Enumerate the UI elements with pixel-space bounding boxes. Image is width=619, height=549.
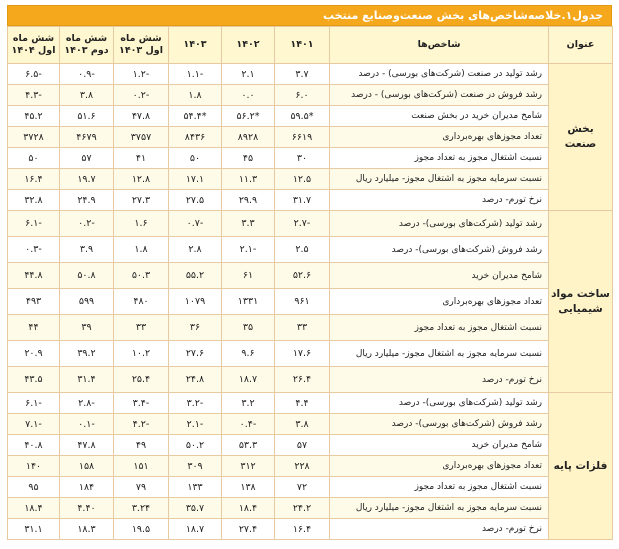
value-cell: ۴۷.۸ [114,106,169,127]
table-row [8,85,613,106]
value-cell: ۱۷.۶ [275,341,330,367]
indicator-label: نرخ تورم- درصد [330,519,549,540]
value-cell: -۲.۷ [275,211,330,237]
value-cell: ۱۱.۳ [222,169,275,190]
value-cell: ۴.۴۰ [60,498,114,519]
value-cell: ۳۱.۱ [8,519,60,540]
indicator-label: تعداد مجوزهای بهره‌برداری [330,127,549,148]
value-cell: ۴۱ [114,148,169,169]
indicator-label: نرخ تورم- درصد [330,367,549,393]
value-cell: ۵۰.۲ [169,435,222,456]
value-cell: ۳۲.۸ [8,190,60,211]
indicator-label: رشد تولید (شرکت‌های بورسی)- درصد [330,393,549,414]
value-cell: ۳۶ [169,315,222,341]
value-cell: ۲۴.۹ [60,190,114,211]
indicator-label: نرخ تورم- درصد [330,190,549,211]
table-row [8,498,613,519]
indicator-label: شامخ مدیران خرید در بخش صنعت [330,106,549,127]
value-cell: ۲۷.۳ [114,190,169,211]
value-cell: ۳۷۵۷ [114,127,169,148]
value-cell: -۰.۴ [222,414,275,435]
table-row [8,169,613,190]
value-cell: ۳.۹ [60,237,114,263]
value-cell: ۲۰.۹ [8,341,60,367]
value-cell: ۴.۴ [275,393,330,414]
table-row [8,106,613,127]
value-cell: ۱.۶ [114,211,169,237]
value-cell: -۲.۸ [60,393,114,414]
value-cell: ۵۵.۲ [169,263,222,289]
table-row [8,477,613,498]
header-second-half-1403: شش ماه دوم ۱۴۰۳ [60,27,114,64]
value-cell: ۱.۸ [169,85,222,106]
indicator-label: نسبت اشتغال مجوز به تعداد مجوز [330,148,549,169]
value-cell: ۱۲.۵ [275,169,330,190]
value-cell: ۹۶۱ [275,289,330,315]
value-cell: ۴۹۳ [8,289,60,315]
table-row [8,341,613,367]
value-cell: *۵۴.۴ [169,106,222,127]
header-first-half-1403: شش ماه اول ۱۴۰۳ [114,27,169,64]
value-cell: ۳.۳ [222,211,275,237]
value-cell: ۱۰.۲ [114,341,169,367]
value-cell: -۳.۴ [114,393,169,414]
value-cell: ۲۶.۴ [275,367,330,393]
value-cell: ۵۰.۳ [114,263,169,289]
value-cell: *۵۹.۵ [275,106,330,127]
indicator-label: تعداد مجوزهای بهره‌برداری [330,456,549,477]
indicators-table [7,26,613,540]
value-cell: -۶.۱ [8,393,60,414]
value-cell: ۲۴.۸ [169,367,222,393]
value-cell: ۱۸.۴ [8,498,60,519]
table-row [8,289,613,315]
value-cell: ۶۱ [222,263,275,289]
value-cell: -۰.۷ [169,211,222,237]
indicator-label: رشد تولید در صنعت (شرکت‌های بورسی) - درصد [330,64,549,85]
value-cell: ۱۴۰ [8,456,60,477]
indicator-label: نسبت سرمایه مجوز به اشتغال مجوز- میلیارد ریال [330,169,549,190]
indicator-label: نسبت اشتغال مجوز به تعداد مجوز [330,315,549,341]
indicator-label: رشد فروش (شرکت‌های بورسی)- درصد [330,414,549,435]
value-cell: ۵۲.۶ [275,263,330,289]
header-1403: ۱۴۰۳ [169,27,222,64]
value-cell: ۲۲۸ [275,456,330,477]
value-cell: ۱۳۳۱ [222,289,275,315]
value-cell: -۲.۱ [222,237,275,263]
value-cell: -۱.۲ [114,64,169,85]
value-cell: ۱۸.۴ [222,498,275,519]
value-cell: ۹۵ [8,477,60,498]
value-cell: -۲.۱ [169,414,222,435]
indicator-label: شامخ مدیران خرید [330,435,549,456]
value-cell: ۴۳.۵ [8,367,60,393]
value-cell: ۱۷.۱ [169,169,222,190]
value-cell: ۵۷ [275,435,330,456]
table-body [8,64,613,540]
table-row [8,456,613,477]
value-cell: -۰.۱ [60,414,114,435]
value-cell: ۳.۷ [275,64,330,85]
header-indicator: شاخص‌ها [330,27,549,64]
value-cell: ۱۸.۷ [169,519,222,540]
value-cell: ۱۶.۴ [275,519,330,540]
table-row [8,315,613,341]
value-cell: ۵۹۹ [60,289,114,315]
value-cell: ۱۹.۷ [60,169,114,190]
value-cell: ۳.۲۴ [114,498,169,519]
value-cell: -۰.۲ [114,85,169,106]
value-cell: ۳۰ [275,148,330,169]
table-row [8,263,613,289]
value-cell: -۰.۳ [8,237,60,263]
header-row [8,27,613,64]
value-cell: ۵۱.۶ [60,106,114,127]
value-cell: ۴۴ [8,315,60,341]
table-row [8,393,613,414]
value-cell: ۱۹.۵ [114,519,169,540]
value-cell: ۲۵.۴ [114,367,169,393]
table-row [8,64,613,85]
value-cell: -۱.۱ [169,64,222,85]
value-cell: ۱۲.۸ [114,169,169,190]
value-cell: ۳.۸ [275,414,330,435]
header-group: عنوان [549,27,613,64]
value-cell: ۳۷۲۸ [8,127,60,148]
table-row [8,519,613,540]
value-cell: ۶.۰ [275,85,330,106]
value-cell: ۱۸.۳ [60,519,114,540]
value-cell: ۲۹.۹ [222,190,275,211]
value-cell: ۳۵ [222,315,275,341]
header-1402: ۱۴۰۲ [222,27,275,64]
value-cell: ۳۳ [275,315,330,341]
indicator-label: رشد تولید (شرکت‌های بورسی)- درصد [330,211,549,237]
value-cell: ۲۴.۲ [275,498,330,519]
value-cell: ۲۷.۴ [222,519,275,540]
group-label: فلزات پایه [549,393,613,540]
indicator-label: نسبت سرمایه مجوز به اشتغال مجوز- میلیارد ریال [330,498,549,519]
value-cell: -۷.۱ [8,414,60,435]
value-cell: ۱۸.۷ [222,367,275,393]
value-cell: ۱۶.۴ [8,169,60,190]
table-row [8,190,613,211]
value-cell: ۶۶۱۹ [275,127,330,148]
value-cell: ۱۳۳ [169,477,222,498]
table-row [8,127,613,148]
indicator-label: نسبت اشتغال مجوز به تعداد مجوز [330,477,549,498]
header-first-half-1404: شش ماه اول ۱۴۰۴ [8,27,60,64]
table-row [8,148,613,169]
value-cell: ۱۰۷۹ [169,289,222,315]
group-label: ساخت مواد شیمیایی [549,211,613,393]
table-row [8,435,613,456]
value-cell: -۶.۵ [8,64,60,85]
table-row [8,414,613,435]
value-cell: ۵۰ [169,148,222,169]
value-cell: ۳۳ [114,315,169,341]
indicator-label: نسبت سرمایه مجوز به اشتغال مجوز- میلیارد ریال [330,341,549,367]
value-cell: ۲.۵ [275,237,330,263]
header-1401: ۱۴۰۱ [275,27,330,64]
group-label: بخش صنعت [549,64,613,211]
value-cell: ۲.۱ [222,64,275,85]
value-cell: ۳۹.۲ [60,341,114,367]
value-cell: ۳۰۹ [169,456,222,477]
value-cell: ۲۷.۶ [169,341,222,367]
value-cell: ۳۵.۷ [169,498,222,519]
table-title: جدول۱.خلاصه‌شاخص‌های بخش صنعت‌وصنایع منتخب [7,5,612,26]
value-cell: ۵۰.۸ [60,263,114,289]
table-container [7,5,612,540]
value-cell: ۲۷.۵ [169,190,222,211]
indicator-label: رشد فروش (شرکت‌های بورسی)- درصد [330,237,549,263]
value-cell: ۳۱.۷ [275,190,330,211]
value-cell: -۴.۳ [8,85,60,106]
value-cell: ۴۰.۸ [8,435,60,456]
value-cell: ۴۷.۸ [60,435,114,456]
value-cell: ۰.۰ [222,85,275,106]
value-cell: ۴۴.۸ [8,263,60,289]
value-cell: ۵۷ [60,148,114,169]
value-cell: ۸۹۲۸ [222,127,275,148]
value-cell: ۴۸۰ [114,289,169,315]
indicator-label: شامخ مدیران خرید [330,263,549,289]
value-cell: -۳.۲ [169,393,222,414]
value-cell: *۵۶.۲ [222,106,275,127]
value-cell: ۳۱.۴ [60,367,114,393]
value-cell: ۴۵ [222,148,275,169]
value-cell: ۴۵.۲ [8,106,60,127]
value-cell: ۱۵۱ [114,456,169,477]
value-cell: ۳۹ [60,315,114,341]
value-cell: ۴۹ [114,435,169,456]
indicator-label: تعداد مجوزهای بهره‌برداری [330,289,549,315]
value-cell: ۱۵۸ [60,456,114,477]
value-cell: ۵۰ [8,148,60,169]
value-cell: ۹.۶ [222,341,275,367]
value-cell: ۴۶۷۹ [60,127,114,148]
value-cell: -۶.۱ [8,211,60,237]
value-cell: ۸۴۳۶ [169,127,222,148]
value-cell: ۱۳۸ [222,477,275,498]
indicator-label: رشد فروش در صنعت (شرکت‌های بورسی) - درصد [330,85,549,106]
value-cell: ۲.۸ [169,237,222,263]
value-cell: ۱.۸ [114,237,169,263]
value-cell: ۷۲ [275,477,330,498]
value-cell: ۷۹ [114,477,169,498]
value-cell: ۱۸۴ [60,477,114,498]
value-cell: -۰.۲ [60,211,114,237]
value-cell: ۳.۸ [60,85,114,106]
value-cell: ۵۳.۳ [222,435,275,456]
table-row [8,367,613,393]
value-cell: ۳۱۲ [222,456,275,477]
value-cell: ۳.۲ [222,393,275,414]
value-cell: -۴.۲ [114,414,169,435]
table-row [8,211,613,237]
table-row [8,237,613,263]
value-cell: -۰.۹ [60,64,114,85]
